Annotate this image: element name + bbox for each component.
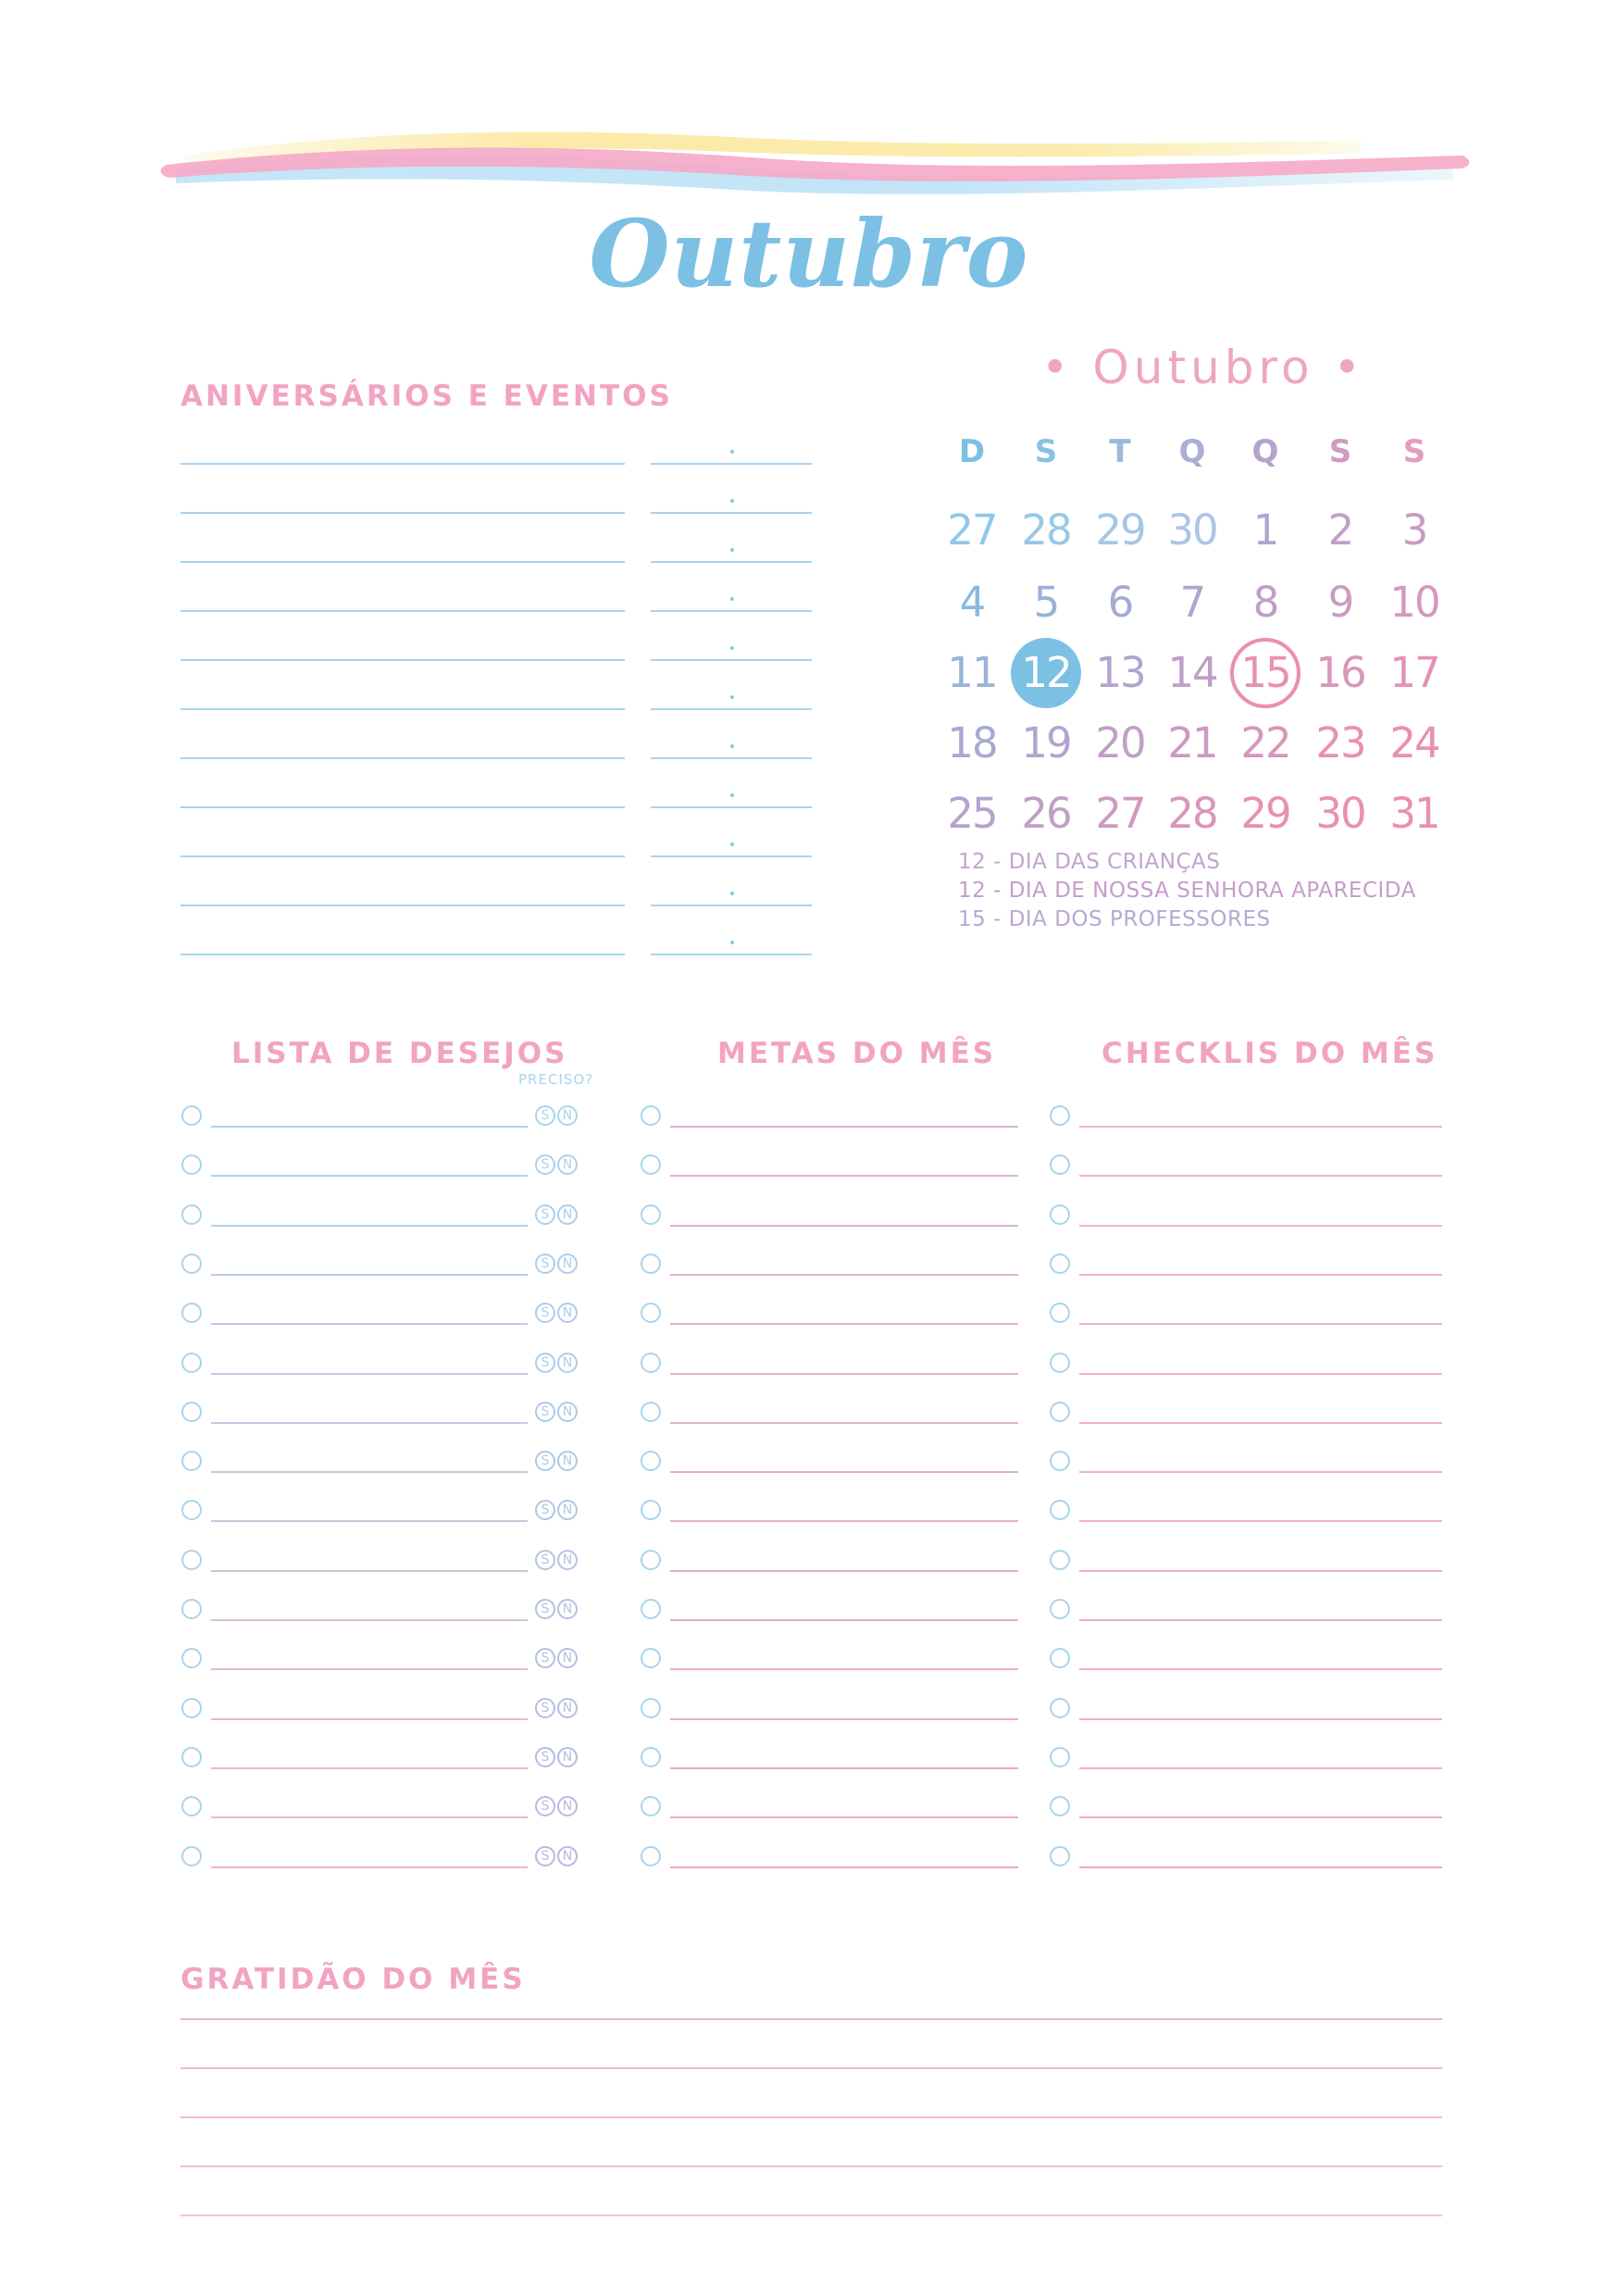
checkbox-circle[interactable] [1050, 1550, 1070, 1570]
checkbox-circle[interactable] [641, 1402, 661, 1422]
calendar-day[interactable]: 8 [1252, 578, 1278, 627]
event-name-line[interactable] [180, 561, 625, 563]
yes-option[interactable]: S [535, 1105, 555, 1126]
date-separator-dot [730, 548, 734, 552]
date-separator-dot [730, 499, 734, 503]
checklist-item-line[interactable] [1079, 1668, 1442, 1670]
yes-option[interactable]: S [535, 1451, 555, 1471]
wishlist-precise-label: PRECISO? [518, 1071, 594, 1088]
goal-item-line[interactable] [670, 1471, 1018, 1473]
gratitude-line[interactable] [180, 2116, 1442, 2118]
goal-item-line[interactable] [670, 1668, 1018, 1670]
wishlist-item-line[interactable] [211, 1767, 528, 1769]
no-option[interactable]: N [557, 1698, 578, 1718]
checkbox-circle[interactable] [641, 1154, 661, 1175]
checkbox-circle[interactable] [181, 1402, 202, 1422]
date-separator-dot [730, 450, 734, 454]
event-date-line[interactable] [651, 610, 812, 612]
checkbox-circle[interactable] [181, 1154, 202, 1175]
calendar-day[interactable]: 9 [1327, 578, 1353, 627]
date-separator-dot [730, 597, 734, 601]
wishlist-item-line[interactable] [211, 1274, 528, 1276]
wishlist-item-line[interactable] [211, 1520, 528, 1522]
no-option[interactable]: N [557, 1451, 578, 1471]
checklist-item-line[interactable] [1079, 1274, 1442, 1276]
wishlist-item-line[interactable] [211, 1471, 528, 1473]
event-date-line[interactable] [651, 905, 812, 906]
event-date-line[interactable] [651, 855, 812, 857]
date-separator-dot [730, 646, 734, 650]
checkbox-circle[interactable] [641, 1451, 661, 1471]
no-option[interactable]: N [557, 1353, 578, 1373]
calendar-day[interactable]: 16 [1315, 648, 1365, 697]
yes-option[interactable]: S [535, 1846, 555, 1866]
checkbox-circle[interactable] [181, 1254, 202, 1274]
wishlist-item-line[interactable] [211, 1718, 528, 1720]
checklist-item-line[interactable] [1079, 1471, 1442, 1473]
checklist-item-line[interactable] [1079, 1422, 1442, 1424]
checkbox-circle[interactable] [641, 1204, 661, 1225]
no-option[interactable]: N [557, 1500, 578, 1520]
checkbox-circle[interactable] [641, 1599, 661, 1619]
checkbox-circle[interactable] [181, 1451, 202, 1471]
calendar-day[interactable]: 22 [1240, 718, 1290, 767]
checkbox-circle[interactable] [641, 1648, 661, 1668]
checkbox-circle[interactable] [1050, 1402, 1070, 1422]
calendar-day[interactable]: 5 [1033, 578, 1059, 627]
calendar-day[interactable]: 31 [1389, 789, 1439, 838]
event-date-line[interactable] [651, 954, 812, 955]
calendar-weekday-header: D [958, 433, 986, 470]
goal-item-line[interactable] [670, 1718, 1018, 1720]
yes-option[interactable]: S [535, 1648, 555, 1668]
calendar-day[interactable]: 11 [947, 648, 997, 697]
checkbox-circle[interactable] [641, 1550, 661, 1570]
checklist-item-line[interactable] [1079, 1323, 1442, 1325]
checkbox-circle[interactable] [1050, 1698, 1070, 1718]
wishlist-item-line[interactable] [211, 1619, 528, 1621]
calendar-weekday-header: S [1034, 433, 1058, 470]
no-option[interactable]: N [557, 1846, 578, 1866]
calendar-day[interactable]: 21 [1167, 718, 1217, 767]
checkbox-circle[interactable] [181, 1599, 202, 1619]
goal-item-line[interactable] [670, 1126, 1018, 1128]
no-option[interactable]: N [557, 1303, 578, 1323]
checkbox-circle[interactable] [1050, 1204, 1070, 1225]
checkbox-circle[interactable] [1050, 1451, 1070, 1471]
calendar-weekday-header: T [1109, 433, 1131, 470]
checkbox-circle[interactable] [1050, 1846, 1070, 1866]
event-date-line[interactable] [651, 463, 812, 465]
date-separator-dot [730, 842, 734, 846]
no-option[interactable]: N [557, 1105, 578, 1126]
yes-option[interactable]: S [535, 1154, 555, 1175]
checklist-item-line[interactable] [1079, 1570, 1442, 1572]
holiday-item: 12 - DIA DAS CRIANÇAS [958, 850, 1221, 874]
goal-item-line[interactable] [670, 1175, 1018, 1177]
yes-option[interactable]: S [535, 1303, 555, 1323]
calendar-day[interactable]: 18 [947, 718, 997, 767]
date-separator-dot [730, 793, 734, 797]
checklist-item-line[interactable] [1079, 1520, 1442, 1522]
checkbox-circle[interactable] [181, 1500, 202, 1520]
goal-item-line[interactable] [670, 1422, 1018, 1424]
wishlist-item-line[interactable] [211, 1816, 528, 1818]
calendar-day[interactable]: 15 [1230, 638, 1301, 708]
no-option[interactable]: N [557, 1747, 578, 1767]
checkbox-circle[interactable] [181, 1648, 202, 1668]
yes-option[interactable]: S [535, 1402, 555, 1422]
no-option[interactable]: N [557, 1402, 578, 1422]
goal-item-line[interactable] [670, 1323, 1018, 1325]
yes-option[interactable]: S [535, 1204, 555, 1225]
checkbox-circle[interactable] [1050, 1500, 1070, 1520]
goal-item-line[interactable] [670, 1520, 1018, 1522]
goals-title: METAS DO MÊS [717, 1037, 997, 1070]
calendar-day[interactable]: 3 [1401, 505, 1427, 555]
calendar-day[interactable]: 23 [1315, 718, 1365, 767]
no-option[interactable]: N [557, 1254, 578, 1274]
no-option[interactable]: N [557, 1154, 578, 1175]
yes-option[interactable]: S [535, 1500, 555, 1520]
calendar-day[interactable]: 2 [1327, 505, 1353, 555]
event-name-line[interactable] [180, 954, 625, 955]
event-date-line[interactable] [651, 512, 812, 514]
gratitude-line[interactable] [180, 2067, 1442, 2069]
calendar-weekday-header: Q [1178, 433, 1206, 470]
event-name-line[interactable] [180, 708, 625, 710]
no-option[interactable]: N [557, 1550, 578, 1570]
wishlist-item-line[interactable] [211, 1323, 528, 1325]
event-date-line[interactable] [651, 708, 812, 710]
event-date-line[interactable] [651, 659, 812, 661]
checkbox-circle[interactable] [1050, 1747, 1070, 1767]
checkbox-circle[interactable] [641, 1747, 661, 1767]
checkbox-circle[interactable] [641, 1303, 661, 1323]
gratitude-line[interactable] [180, 2018, 1442, 2020]
checklist-item-line[interactable] [1079, 1175, 1442, 1177]
yes-option[interactable]: S [535, 1353, 555, 1373]
event-name-line[interactable] [180, 659, 625, 661]
checkbox-circle[interactable] [1050, 1796, 1070, 1816]
yes-option[interactable]: S [535, 1796, 555, 1816]
event-date-line[interactable] [651, 806, 812, 808]
yes-option[interactable]: S [535, 1698, 555, 1718]
yes-option[interactable]: S [535, 1599, 555, 1619]
checklist-item-line[interactable] [1079, 1767, 1442, 1769]
wishlist-item-line[interactable] [211, 1668, 528, 1670]
calendar-day[interactable]: 4 [959, 578, 985, 627]
checkbox-circle[interactable] [1050, 1105, 1070, 1126]
calendar-day[interactable]: 26 [1021, 789, 1071, 838]
calendar-day[interactable]: 14 [1167, 648, 1217, 697]
wishlist-item-line[interactable] [211, 1373, 528, 1375]
gratitude-line[interactable] [180, 2215, 1442, 2216]
checkbox-circle[interactable] [1050, 1599, 1070, 1619]
yes-option[interactable]: S [535, 1747, 555, 1767]
wishlist-item-line[interactable] [211, 1225, 528, 1227]
goal-item-line[interactable] [670, 1570, 1018, 1572]
calendar-day[interactable]: 27 [1095, 789, 1145, 838]
goal-item-line[interactable] [670, 1767, 1018, 1769]
event-name-line[interactable] [180, 757, 625, 759]
watercolor-stroke [157, 111, 1472, 204]
checkbox-circle[interactable] [181, 1698, 202, 1718]
calendar-title: • Outubro • [1041, 341, 1365, 394]
checkbox-circle[interactable] [1050, 1154, 1070, 1175]
calendar-day[interactable]: 6 [1107, 578, 1133, 627]
no-option[interactable]: N [557, 1648, 578, 1668]
checklist-item-line[interactable] [1079, 1126, 1442, 1128]
calendar-day[interactable]: 24 [1389, 718, 1439, 767]
date-separator-dot [730, 744, 734, 748]
checklist-item-line[interactable] [1079, 1718, 1442, 1720]
date-separator-dot [730, 941, 734, 944]
wishlist-item-line[interactable] [211, 1866, 528, 1868]
checklist-item-line[interactable] [1079, 1816, 1442, 1818]
calendar-day[interactable]: 28 [1167, 789, 1217, 838]
event-name-line[interactable] [180, 610, 625, 612]
checklist-title: CHECKLIS DO MÊS [1101, 1037, 1438, 1070]
goal-item-line[interactable] [670, 1274, 1018, 1276]
goal-item-line[interactable] [670, 1816, 1018, 1818]
checkbox-circle[interactable] [181, 1550, 202, 1570]
wishlist-item-line[interactable] [211, 1570, 528, 1572]
goal-item-line[interactable] [670, 1866, 1018, 1868]
event-name-line[interactable] [180, 855, 625, 857]
wishlist-item-line[interactable] [211, 1422, 528, 1424]
checkbox-circle[interactable] [641, 1353, 661, 1373]
event-name-line[interactable] [180, 512, 625, 514]
calendar-day[interactable]: 30 [1315, 789, 1365, 838]
events-title: ANIVERSÁRIOS E EVENTOS [180, 380, 673, 413]
checkbox-circle[interactable] [641, 1796, 661, 1816]
checkbox-circle[interactable] [181, 1796, 202, 1816]
event-name-line[interactable] [180, 806, 625, 808]
calendar-day[interactable]: 28 [1021, 505, 1071, 555]
calendar-day[interactable]: 27 [947, 505, 997, 555]
checkbox-circle[interactable] [1050, 1353, 1070, 1373]
holiday-item: 12 - DIA DE NOSSA SENHORA APARECIDA [958, 879, 1416, 903]
gratitude-line[interactable] [180, 2165, 1442, 2167]
event-name-line[interactable] [180, 905, 625, 906]
wishlist-item-line[interactable] [211, 1175, 528, 1177]
checkbox-circle[interactable] [641, 1846, 661, 1866]
holiday-item: 15 - DIA DOS PROFESSORES [958, 907, 1271, 931]
no-option[interactable]: N [557, 1204, 578, 1225]
calendar-day[interactable]: 29 [1240, 789, 1290, 838]
checkbox-circle[interactable] [181, 1204, 202, 1225]
checklist-item-line[interactable] [1079, 1373, 1442, 1375]
goal-item-line[interactable] [670, 1373, 1018, 1375]
checkbox-circle[interactable] [181, 1353, 202, 1373]
checkbox-circle[interactable] [1050, 1303, 1070, 1323]
event-date-line[interactable] [651, 757, 812, 759]
calendar-day[interactable]: 17 [1389, 648, 1439, 697]
calendar-day[interactable]: 29 [1095, 505, 1145, 555]
checkbox-circle[interactable] [181, 1303, 202, 1323]
no-option[interactable]: N [557, 1599, 578, 1619]
calendar-weekday-header: S [1328, 433, 1352, 470]
calendar-day[interactable]: 10 [1389, 578, 1439, 627]
gratitude-title: GRATIDÃO DO MÊS [180, 1963, 526, 1996]
checklist-item-line[interactable] [1079, 1866, 1442, 1868]
checkbox-circle[interactable] [641, 1500, 661, 1520]
page-title: Outubro [589, 199, 1029, 308]
event-name-line[interactable] [180, 463, 625, 465]
calendar-weekday-header: Q [1251, 433, 1279, 470]
checkbox-circle[interactable] [641, 1105, 661, 1126]
checkbox-circle[interactable] [181, 1747, 202, 1767]
checkbox-circle[interactable] [181, 1105, 202, 1126]
wishlist-item-line[interactable] [211, 1126, 528, 1128]
checkbox-circle[interactable] [641, 1698, 661, 1718]
date-separator-dot [730, 695, 734, 699]
calendar-day[interactable]: 19 [1021, 718, 1071, 767]
calendar-day[interactable]: 25 [947, 789, 997, 838]
calendar-day[interactable]: 1 [1252, 505, 1278, 555]
yes-option[interactable]: S [535, 1254, 555, 1274]
checkbox-circle[interactable] [181, 1846, 202, 1866]
calendar-weekday-header: S [1402, 433, 1426, 470]
checkbox-circle[interactable] [1050, 1254, 1070, 1274]
checkbox-circle[interactable] [641, 1254, 661, 1274]
no-option[interactable]: N [557, 1796, 578, 1816]
goal-item-line[interactable] [670, 1225, 1018, 1227]
calendar-day[interactable]: 20 [1095, 718, 1145, 767]
yes-option[interactable]: S [535, 1550, 555, 1570]
calendar-day[interactable]: 12 [1011, 638, 1081, 708]
checklist-item-line[interactable] [1079, 1225, 1442, 1227]
checkbox-circle[interactable] [1050, 1648, 1070, 1668]
calendar-day[interactable]: 7 [1179, 578, 1205, 627]
goal-item-line[interactable] [670, 1619, 1018, 1621]
date-separator-dot [730, 892, 734, 895]
checklist-item-line[interactable] [1079, 1619, 1442, 1621]
wishlist-title: LISTA DE DESEJOS [231, 1037, 568, 1070]
calendar-day[interactable]: 30 [1167, 505, 1217, 555]
event-date-line[interactable] [651, 561, 812, 563]
calendar-day[interactable]: 13 [1095, 648, 1145, 697]
